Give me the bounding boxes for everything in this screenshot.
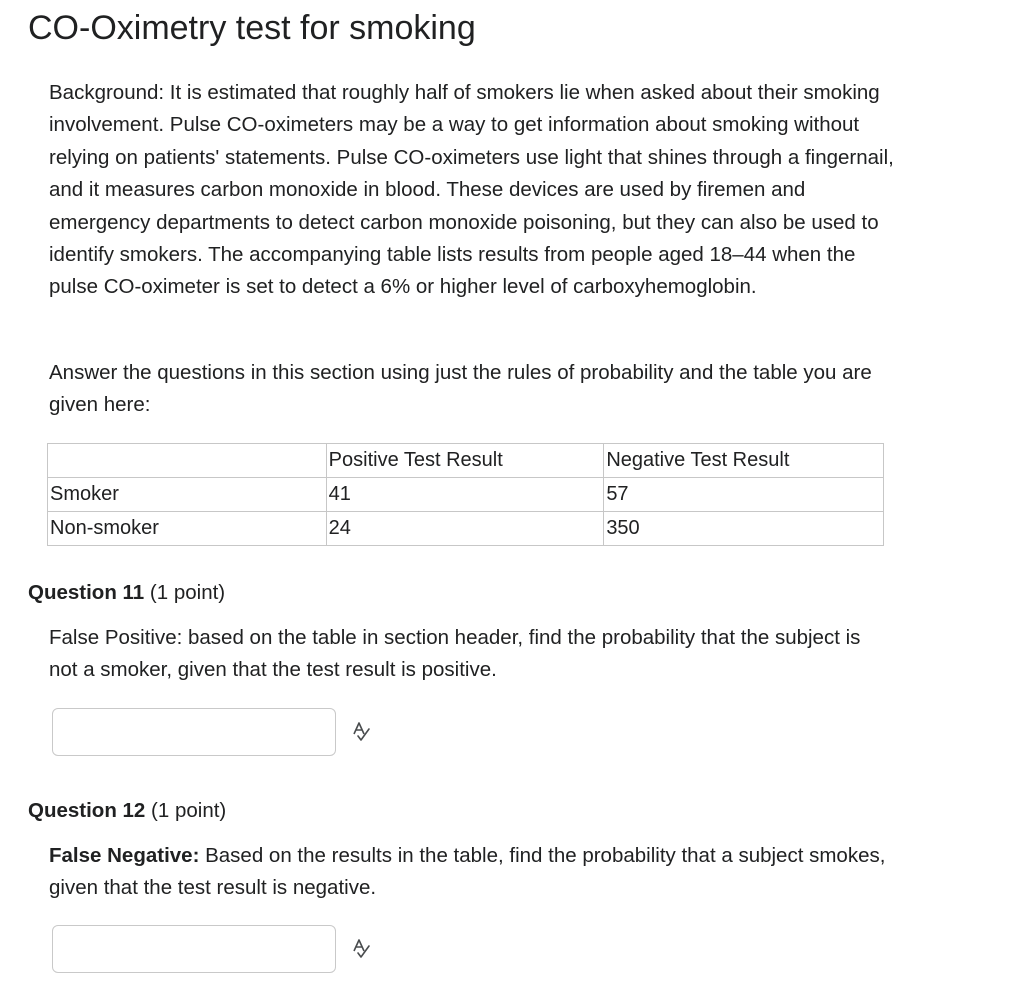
question-points: (1 point) [149, 581, 226, 604]
table-row [48, 478, 884, 512]
table-header-cell: Negative Test Result [604, 444, 884, 478]
table-cell: 41 [326, 478, 604, 512]
question-12-answer-input[interactable] [52, 925, 336, 973]
results-table [47, 443, 884, 546]
table-row-label: Smoker [48, 478, 327, 512]
table-header-cell [48, 444, 327, 478]
spellcheck-icon[interactable] [350, 938, 372, 960]
page-title: CO-Oximetry test for smoking [28, 9, 476, 47]
table-cell: 350 [604, 512, 884, 546]
table-cell: 57 [604, 478, 884, 512]
spellcheck-icon[interactable] [350, 721, 372, 743]
question-12-heading [28, 796, 226, 826]
question-11-answer-input[interactable] [52, 708, 336, 756]
question-11-text [49, 622, 894, 687]
question-lead: False Negative: [49, 844, 200, 867]
instructions-paragraph: Answer the questions in this section using just the rules of probability and the table you are given here: [49, 361, 872, 417]
question-prompt: False Positive: based on the table in section header, find the probability that the subject is not a smoker, given that the test result is positive. [49, 626, 861, 682]
table-cell: 24 [326, 512, 604, 546]
question-points: (1 point) [151, 799, 227, 822]
table-header-row [48, 444, 884, 478]
question-12-text [49, 840, 894, 905]
question-prompt: Based on the results in the table, find the probability that a subject smokes, given that the test result is negative. [49, 844, 886, 900]
question-11-heading [28, 578, 225, 608]
table-header-cell: Positive Test Result [326, 444, 604, 478]
question-number: Question 11 [28, 581, 145, 604]
table-row-label: Non-smoker [48, 512, 327, 546]
question-number: Question 12 [28, 799, 146, 822]
background-paragraph: Background: It is estimated that roughly half of smokers lie when asked about their smoking involvement. Pulse CO-oximeters may be a way to get information about smoking without relying on patients' statements. Pulse CO-oximeters use light that shines through a fingernail, and it measures carbon monoxide in blood. These devices are used by firemen and emergency departments to detect carbon monoxide poisoning, but they can also be used to identify smokers. The accompanying table lists results from people aged 18–44 when the pulse CO-oximeter is set to detect a 6% or higher level of carboxyhemoglobin. [49, 81, 894, 299]
table-row [48, 512, 884, 546]
